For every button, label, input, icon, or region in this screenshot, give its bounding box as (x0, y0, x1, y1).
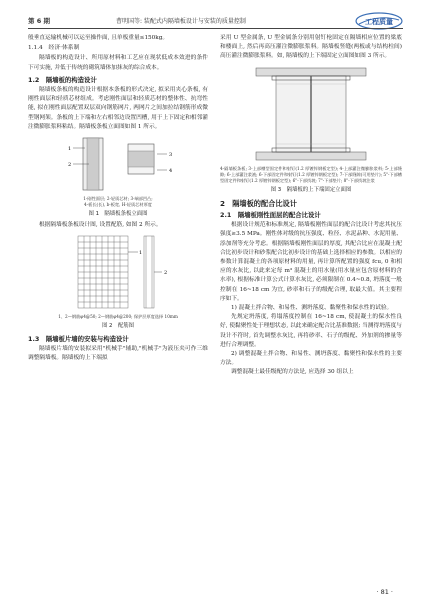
section-heading: 2.1 隔墙板刚性面层的配合比设计 (220, 211, 321, 220)
paragraph: 先规定坍落度, 将塌落度控制在 16~18 cm, 使混凝土的保水性良好, 使黏聚性处于理想状态, 以此来确定配合比基准数据; 当测得坍落度与设计不符时, 首先调整水灰比, 再将砂率、石子的级配、外加剂的掺量等进行合理调整。 (220, 314, 402, 348)
figure-1-caption: 图 1 隔墙板条板立面图 (88, 211, 148, 218)
page-header (28, 12, 403, 26)
paragraph: 根据隔墙板条板设计图, 设置配筋, 如图 2 所示。 (39, 222, 162, 229)
fig1-label: 3 (169, 152, 173, 159)
svg-text:工程质量: 工程质量 (365, 18, 393, 26)
paragraph: 隔墙板的构造设计、所用原材料和工艺应在现状低成本效进的条件下可实施, 并低于传统的砌筑墙体加抹灰的综合成本。 (28, 55, 208, 71)
right-column (220, 34, 402, 378)
left-column (28, 34, 208, 363)
subsection-heading: 1.1.4 经济·体系制 (28, 45, 80, 52)
paragraph: 般垂直运输机械可以运至操作面, 且单板重量≤150kg。 (28, 35, 169, 41)
figure-1-elevation (43, 134, 193, 194)
page-number: · 81 · (376, 588, 393, 596)
figure-3-fixing-elevation (236, 64, 386, 164)
paragraph: 隔墙板片墙的安装拟采用"机械手"辅助,"机械手"为液压夹可作三维调整隔墙板。隔墙板的上下端拟 (28, 345, 208, 362)
fig2-label: 1 (139, 250, 143, 257)
paragraph: 1) 混凝土拌合物、和易性、测坍落度、黏聚性和保水性的试验。 (231, 305, 393, 312)
paragraph: 采用 U 型金属条, U 型金属条分别用射钉枪固定在隔墙相应位置的梁底和楼面上, 然后再高压灌注微膨胀浆料。隔墙板竖缝(两板或与结构柱间)高压灌注微膨胀浆料。如, 隔墙板的上下端固定立面图如图 3 所示。 (220, 35, 402, 60)
fig1-label: 1 (68, 146, 72, 153)
figure-2-caption: 图 2 配筋图 (101, 323, 135, 330)
section-heading: 1.3 隔墙板片墙的安装与构造设计 (28, 334, 129, 343)
fig1-label: 2 (68, 162, 72, 169)
paragraph: 隔墙板条板的构造设计根据本条板的形式决定, 拟采用夹心条板, 有刚性面层和轻质芯材组成。考虑刚性面层和轻质芯材的整体性、抗弯性能, 拟在刚性面层配置双层双向钢筋网片, 两网片之间加拉结钢筋形成微型钢网架。条板的上下端和左右相邻边设置凹槽, 用于上下固定和相邻灌注微膨胀浆料粘结。隔墙板条板立面图如图 1 所示。 (28, 87, 208, 130)
figure-3-caption: 图 3 隔墙板的上下端固定立面图 (270, 186, 352, 193)
figure-1-note: 1-刚性面层; 2-轻质芯材; 3-端部凹凸; 4-板长(长), b-板宽, H-轻质芯材厚度 (83, 196, 153, 208)
header-rule (28, 28, 403, 29)
paragraph: 调整混凝土最佳级配的方法是, 应选择 30 组以上 (231, 369, 354, 376)
paragraph: 2) 调整混凝土拌合物、和易性、测坍落度、黏聚性和保水性的主要方法。 (220, 351, 402, 367)
fig1-label: 4 (169, 168, 173, 175)
figure-2-reinforcement (48, 232, 188, 312)
fig2-label: 2 (164, 270, 168, 277)
running-title: 曹明国等: 装配式内隔墙板设计与安装的质量控制 (116, 18, 246, 25)
issue-number: 第 6 期 (28, 17, 51, 25)
figure-2-note: 1、2—钢筋φ4@50; 2—钢筋φ4@200; 保护层厚度选择 10mm (58, 314, 178, 320)
figure-3-note: 4-隔墙板条板; 3-上部槽型固定件和射钉(1.2 厚镀锌钢板定型); 4-上部灌注微膨胀浆料; 5-上部缝隙; 6-上部灌注浆液; 6-下部固定件和射钉(1.2 厚镀锌钢板定型); 7-下部缝隙(可用垫片); 5"-下部槽型固定件和射钉(1.2 厚镀锌钢板定型); 6"-下部找坡; 7"-下部垫片; 8"-下部找坡注浆 (220, 165, 402, 183)
chapter-heading: 2 隔墙板的配合比设计 (220, 198, 297, 208)
paragraph: 根据设计规范和标准规定, 隔墙板刚性面层的配合比设计考虑其抗压强度≥3.5 MPa。刚性体对级的抗压强度、粒径、水泥品种、水泥用量、添加剂等充分考虑。根据隔墙板刚性面层的厚度, 其配合比应在混凝土配合比初步设计和砂浆配合比初步设计的基础上选择相应的参数。以相应的参数计算混凝土的各项原材料的用量, 再计算所配置的强度 fcu, 0 和相应的水灰比, 以此来定每 m³ 混凝土的用水量(用水量应包含原材料的含水率), 根据标准计算公式计算水灰比, 必须限制在 0.4~0.8, 坍落度一般控制在 16~18 cm 为宜, 砂率和石子的级配合理, 取最大值。其主要程序如下。 (220, 222, 402, 302)
section-heading: 1.2 隔墙板的构造设计 (28, 75, 97, 84)
